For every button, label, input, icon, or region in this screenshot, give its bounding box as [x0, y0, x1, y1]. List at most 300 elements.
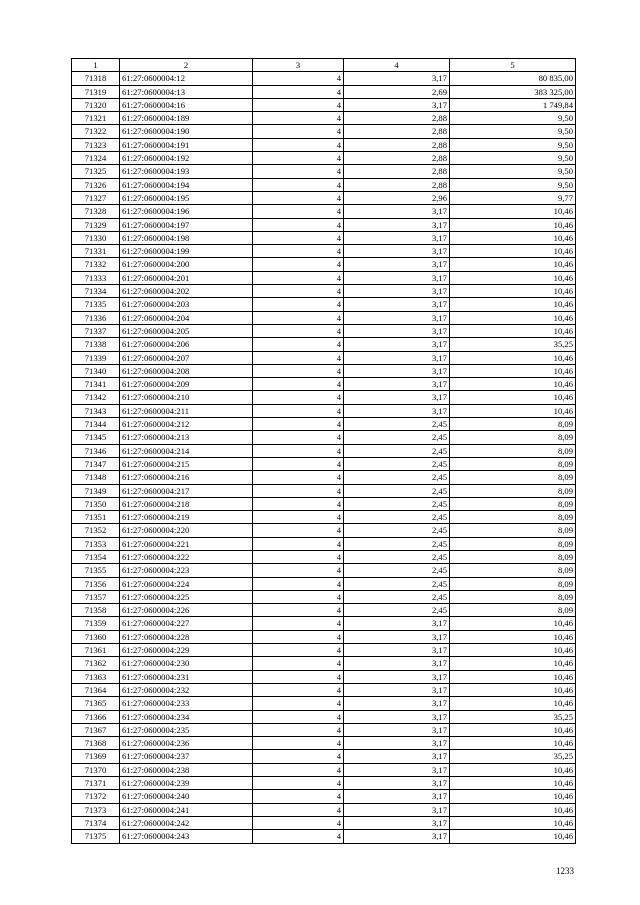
table-cell-col-4: 2,88	[344, 178, 450, 191]
table-row	[72, 364, 576, 377]
table-cell-col-5: 10,46	[450, 790, 576, 803]
table-cell-col-4: 3,17	[344, 750, 450, 763]
table-cell-col-2: 61:27:0600004:201	[120, 271, 253, 284]
table-cell-col-2: 61:27:0600004:16	[120, 98, 253, 111]
table-cell-col-4: 3,17	[344, 670, 450, 683]
table-cell-col-5: 10,46	[450, 324, 576, 337]
table-cell-col-3: 4	[253, 391, 344, 404]
table-row	[72, 537, 576, 550]
table-cell-col-5: 10,46	[450, 763, 576, 776]
table-cell-col-3: 4	[253, 378, 344, 391]
column-header-3: 3	[253, 59, 344, 72]
table-cell-col-2: 61:27:0600004:220	[120, 524, 253, 537]
table-row	[72, 218, 576, 231]
table-cell-col-3: 4	[253, 644, 344, 657]
table-cell-col-5: 8,09	[450, 537, 576, 550]
table-cell-col-1: 71353	[72, 537, 120, 550]
table-cell-col-5: 10,46	[450, 404, 576, 417]
table-cell-col-5: 10,46	[450, 231, 576, 244]
table-cell-col-1: 71359	[72, 617, 120, 630]
table-cell-col-5: 8,09	[450, 604, 576, 617]
table-cell-col-4: 3,17	[344, 657, 450, 670]
page-number: 1233	[556, 866, 574, 876]
table-row	[72, 351, 576, 364]
table-cell-col-5: 10,46	[450, 644, 576, 657]
table-cell-col-1: 71367	[72, 723, 120, 736]
table-cell-col-2: 61:27:0600004:202	[120, 285, 253, 298]
table-cell-col-3: 4	[253, 271, 344, 284]
table-cell-col-3: 4	[253, 444, 344, 457]
table-cell-col-2: 61:27:0600004:207	[120, 351, 253, 364]
table-cell-col-4: 3,17	[344, 72, 450, 85]
table-cell-col-4: 3,17	[344, 271, 450, 284]
table-cell-col-4: 3,17	[344, 404, 450, 417]
table-cell-col-1: 71358	[72, 604, 120, 617]
table-row	[72, 657, 576, 670]
table-cell-col-1: 71351	[72, 511, 120, 524]
table-cell-col-4: 2,45	[344, 457, 450, 470]
table-cell-col-1: 71328	[72, 205, 120, 218]
table-cell-col-1: 71324	[72, 152, 120, 165]
table-cell-col-1: 71345	[72, 431, 120, 444]
table-cell-col-4: 3,17	[344, 245, 450, 258]
table-cell-col-3: 4	[253, 577, 344, 590]
table-cell-col-5: 35,25	[450, 338, 576, 351]
table-cell-col-5: 9,50	[450, 125, 576, 138]
table-cell-col-5: 10,46	[450, 816, 576, 829]
table-cell-col-1: 71370	[72, 763, 120, 776]
table-cell-col-5: 10,46	[450, 351, 576, 364]
table-cell-col-3: 4	[253, 191, 344, 204]
table-cell-col-1: 71368	[72, 737, 120, 750]
table-cell-col-3: 4	[253, 311, 344, 324]
column-header-4: 4	[344, 59, 450, 72]
table-cell-col-4: 2,69	[344, 85, 450, 98]
table-cell-col-4: 3,17	[344, 298, 450, 311]
table-cell-col-5: 10,46	[450, 723, 576, 736]
table-cell-col-5: 10,46	[450, 218, 576, 231]
table-cell-col-5: 10,46	[450, 271, 576, 284]
table-cell-col-2: 61:27:0600004:197	[120, 218, 253, 231]
table-cell-col-5: 9,77	[450, 191, 576, 204]
table-cell-col-5: 383 325,00	[450, 85, 576, 98]
table-cell-col-4: 3,17	[344, 697, 450, 710]
table-cell-col-3: 4	[253, 790, 344, 803]
table-row	[72, 338, 576, 351]
table-cell-col-2: 61:27:0600004:206	[120, 338, 253, 351]
data-table	[71, 58, 576, 844]
table-cell-col-3: 4	[253, 550, 344, 563]
table-cell-col-5: 10,46	[450, 285, 576, 298]
table-cell-col-5: 8,09	[450, 418, 576, 431]
table-cell-col-1: 71344	[72, 418, 120, 431]
table-row	[72, 404, 576, 417]
table-cell-col-1: 71366	[72, 710, 120, 723]
table-row	[72, 191, 576, 204]
table-cell-col-5: 10,46	[450, 737, 576, 750]
table-cell-col-1: 71339	[72, 351, 120, 364]
table-cell-col-2: 61:27:0600004:200	[120, 258, 253, 271]
table-cell-col-5: 8,09	[450, 524, 576, 537]
table-cell-col-2: 61:27:0600004:189	[120, 112, 253, 125]
table-cell-col-2: 61:27:0600004:242	[120, 816, 253, 829]
table-cell-col-4: 3,17	[344, 364, 450, 377]
table-cell-col-5: 10,46	[450, 697, 576, 710]
table-cell-col-2: 61:27:0600004:229	[120, 644, 253, 657]
table-cell-col-3: 4	[253, 511, 344, 524]
table-cell-col-3: 4	[253, 670, 344, 683]
table-row	[72, 617, 576, 630]
table-cell-col-3: 4	[253, 457, 344, 470]
table-cell-col-4: 3,17	[344, 351, 450, 364]
table-row	[72, 683, 576, 696]
table-cell-col-3: 4	[253, 657, 344, 670]
table-cell-col-3: 4	[253, 763, 344, 776]
table-row	[72, 311, 576, 324]
table-row	[72, 298, 576, 311]
table-cell-col-3: 4	[253, 351, 344, 364]
table-cell-col-5: 8,09	[450, 484, 576, 497]
table-cell-col-1: 71362	[72, 657, 120, 670]
table-row	[72, 431, 576, 444]
table-cell-col-3: 4	[253, 816, 344, 829]
table-cell-col-1: 71365	[72, 697, 120, 710]
table-cell-col-2: 61:27:0600004:12	[120, 72, 253, 85]
table-cell-col-4: 2,45	[344, 590, 450, 603]
table-cell-col-3: 4	[253, 72, 344, 85]
table-cell-col-4: 2,45	[344, 497, 450, 510]
table-cell-col-5: 10,46	[450, 683, 576, 696]
table-cell-col-5: 35,25	[450, 710, 576, 723]
table-cell-col-2: 61:27:0600004:219	[120, 511, 253, 524]
table-cell-col-1: 71363	[72, 670, 120, 683]
table-row	[72, 98, 576, 111]
table-cell-col-5: 1 749,84	[450, 98, 576, 111]
column-header-2: 2	[120, 59, 253, 72]
column-header-5: 5	[450, 59, 576, 72]
table-cell-col-4: 3,17	[344, 790, 450, 803]
table-row	[72, 457, 576, 470]
table-cell-col-3: 4	[253, 404, 344, 417]
table-cell-col-2: 61:27:0600004:226	[120, 604, 253, 617]
table-cell-col-2: 61:27:0600004:193	[120, 165, 253, 178]
table-cell-col-5: 9,50	[450, 112, 576, 125]
table-cell-col-5: 10,46	[450, 830, 576, 843]
table-cell-col-5: 10,46	[450, 670, 576, 683]
table-cell-col-3: 4	[253, 737, 344, 750]
table-cell-col-5: 8,09	[450, 550, 576, 563]
table-cell-col-2: 61:27:0600004:190	[120, 125, 253, 138]
table-cell-col-1: 71364	[72, 683, 120, 696]
table-cell-col-1: 71354	[72, 550, 120, 563]
table-cell-col-2: 61:27:0600004:235	[120, 723, 253, 736]
table-cell-col-5: 9,50	[450, 152, 576, 165]
table-row	[72, 85, 576, 98]
table-cell-col-2: 61:27:0600004:212	[120, 418, 253, 431]
table-cell-col-4: 3,17	[344, 763, 450, 776]
table-cell-col-3: 4	[253, 590, 344, 603]
table-cell-col-1: 71327	[72, 191, 120, 204]
table-row	[72, 205, 576, 218]
table-cell-col-5: 8,09	[450, 577, 576, 590]
table-row	[72, 644, 576, 657]
table-cell-col-2: 61:27:0600004:228	[120, 630, 253, 643]
table-cell-col-3: 4	[253, 324, 344, 337]
table-cell-col-2: 61:27:0600004:227	[120, 617, 253, 630]
table-cell-col-5: 9,50	[450, 178, 576, 191]
table-cell-col-4: 2,45	[344, 444, 450, 457]
table-cell-col-5: 10,46	[450, 258, 576, 271]
table-cell-col-4: 3,17	[344, 378, 450, 391]
table-cell-col-1: 71355	[72, 564, 120, 577]
table-cell-col-1: 71337	[72, 324, 120, 337]
table-cell-col-2: 61:27:0600004:215	[120, 457, 253, 470]
table-cell-col-3: 4	[253, 138, 344, 151]
table-cell-col-4: 2,45	[344, 471, 450, 484]
table-cell-col-2: 61:27:0600004:214	[120, 444, 253, 457]
table-cell-col-2: 61:27:0600004:236	[120, 737, 253, 750]
table-cell-col-2: 61:27:0600004:243	[120, 830, 253, 843]
table-cell-col-4: 2,45	[344, 524, 450, 537]
table-cell-col-5: 80 835,00	[450, 72, 576, 85]
table-cell-col-3: 4	[253, 630, 344, 643]
table-cell-col-3: 4	[253, 723, 344, 736]
table-cell-col-1: 71346	[72, 444, 120, 457]
table-cell-col-1: 71336	[72, 311, 120, 324]
table-row	[72, 630, 576, 643]
table-cell-col-3: 4	[253, 231, 344, 244]
table-cell-col-2: 61:27:0600004:216	[120, 471, 253, 484]
table-cell-col-5: 10,46	[450, 364, 576, 377]
table-cell-col-4: 3,17	[344, 737, 450, 750]
table-cell-col-5: 10,46	[450, 298, 576, 311]
table-row	[72, 577, 576, 590]
table-row	[72, 152, 576, 165]
table-cell-col-3: 4	[253, 112, 344, 125]
table-cell-col-2: 61:27:0600004:234	[120, 710, 253, 723]
table-row	[72, 418, 576, 431]
table-row	[72, 497, 576, 510]
table-cell-col-2: 61:27:0600004:230	[120, 657, 253, 670]
table-cell-col-3: 4	[253, 418, 344, 431]
table-cell-col-3: 4	[253, 298, 344, 311]
table-cell-col-2: 61:27:0600004:237	[120, 750, 253, 763]
table-row	[72, 471, 576, 484]
table-cell-col-5: 8,09	[450, 564, 576, 577]
table-cell-col-1: 71323	[72, 138, 120, 151]
table-cell-col-2: 61:27:0600004:211	[120, 404, 253, 417]
table-cell-col-4: 2,45	[344, 564, 450, 577]
table-cell-col-1: 71372	[72, 790, 120, 803]
table-cell-col-3: 4	[253, 697, 344, 710]
table-row	[72, 737, 576, 750]
table-cell-col-3: 4	[253, 803, 344, 816]
table-row	[72, 378, 576, 391]
table-row	[72, 72, 576, 85]
table-cell-col-2: 61:27:0600004:194	[120, 178, 253, 191]
table-cell-col-4: 3,17	[344, 205, 450, 218]
table-cell-col-5: 35,25	[450, 750, 576, 763]
table-cell-col-2: 61:27:0600004:221	[120, 537, 253, 550]
table-row	[72, 750, 576, 763]
table-row	[72, 524, 576, 537]
table-cell-col-5: 10,46	[450, 630, 576, 643]
table-cell-col-3: 4	[253, 165, 344, 178]
table-cell-col-5: 10,46	[450, 245, 576, 258]
table-cell-col-3: 4	[253, 218, 344, 231]
table-cell-col-1: 71352	[72, 524, 120, 537]
table-cell-col-1: 71319	[72, 85, 120, 98]
table-cell-col-4: 3,17	[344, 723, 450, 736]
table-cell-col-1: 71342	[72, 391, 120, 404]
table-cell-col-1: 71369	[72, 750, 120, 763]
table-cell-col-4: 2,96	[344, 191, 450, 204]
column-header-1: 1	[72, 59, 120, 72]
table-cell-col-3: 4	[253, 285, 344, 298]
table-cell-col-3: 4	[253, 484, 344, 497]
table-cell-col-3: 4	[253, 683, 344, 696]
table-cell-col-4: 2,45	[344, 550, 450, 563]
table-cell-col-2: 61:27:0600004:218	[120, 497, 253, 510]
table-row	[72, 830, 576, 843]
table-cell-col-1: 71373	[72, 803, 120, 816]
table-cell-col-3: 4	[253, 710, 344, 723]
table-cell-col-3: 4	[253, 830, 344, 843]
table-cell-col-2: 61:27:0600004:210	[120, 391, 253, 404]
table-cell-col-4: 2,45	[344, 484, 450, 497]
table-cell-col-2: 61:27:0600004:240	[120, 790, 253, 803]
table-cell-col-1: 71340	[72, 364, 120, 377]
table-cell-col-4: 2,45	[344, 431, 450, 444]
table-row	[72, 245, 576, 258]
table-cell-col-1: 71331	[72, 245, 120, 258]
table-cell-col-2: 61:27:0600004:205	[120, 324, 253, 337]
table-row	[72, 271, 576, 284]
table-cell-col-3: 4	[253, 152, 344, 165]
table-cell-col-1: 71318	[72, 72, 120, 85]
table-cell-col-4: 3,17	[344, 285, 450, 298]
table-cell-col-2: 61:27:0600004:239	[120, 777, 253, 790]
table-cell-col-4: 3,17	[344, 617, 450, 630]
table-cell-col-4: 3,17	[344, 803, 450, 816]
table-cell-col-4: 2,45	[344, 604, 450, 617]
table-cell-col-3: 4	[253, 471, 344, 484]
table-cell-col-2: 61:27:0600004:238	[120, 763, 253, 776]
table-cell-col-1: 71330	[72, 231, 120, 244]
table-cell-col-3: 4	[253, 617, 344, 630]
table-row	[72, 803, 576, 816]
table-row	[72, 790, 576, 803]
table-cell-col-3: 4	[253, 258, 344, 271]
table-cell-col-5: 8,09	[450, 444, 576, 457]
table-row	[72, 816, 576, 829]
table-row	[72, 710, 576, 723]
table-row	[72, 285, 576, 298]
table-cell-col-4: 3,17	[344, 644, 450, 657]
table-cell-col-3: 4	[253, 604, 344, 617]
table-cell-col-2: 61:27:0600004:198	[120, 231, 253, 244]
table-cell-col-2: 61:27:0600004:222	[120, 550, 253, 563]
table-cell-col-2: 61:27:0600004:208	[120, 364, 253, 377]
table-cell-col-1: 71341	[72, 378, 120, 391]
table-cell-col-3: 4	[253, 524, 344, 537]
table-cell-col-1: 71329	[72, 218, 120, 231]
table-cell-col-3: 4	[253, 431, 344, 444]
table-cell-col-1: 71357	[72, 590, 120, 603]
table-cell-col-5: 10,46	[450, 617, 576, 630]
table-cell-col-4: 3,17	[344, 311, 450, 324]
table-cell-col-5: 8,09	[450, 431, 576, 444]
table-cell-col-3: 4	[253, 497, 344, 510]
table-row	[72, 697, 576, 710]
table-row	[72, 484, 576, 497]
table-cell-col-4: 2,88	[344, 165, 450, 178]
table-row	[72, 112, 576, 125]
table-cell-col-5: 10,46	[450, 205, 576, 218]
table-row	[72, 178, 576, 191]
table-cell-col-3: 4	[253, 777, 344, 790]
table-row	[72, 138, 576, 151]
table-cell-col-2: 61:27:0600004:232	[120, 683, 253, 696]
table-cell-col-2: 61:27:0600004:224	[120, 577, 253, 590]
table-cell-col-1: 71356	[72, 577, 120, 590]
table-cell-col-5: 10,46	[450, 657, 576, 670]
table-cell-col-4: 3,17	[344, 683, 450, 696]
table-row	[72, 550, 576, 563]
table-cell-col-1: 71320	[72, 98, 120, 111]
table-cell-col-4: 3,17	[344, 830, 450, 843]
table-cell-col-3: 4	[253, 85, 344, 98]
table-cell-col-1: 71322	[72, 125, 120, 138]
table-body	[72, 72, 576, 843]
table-cell-col-4: 3,17	[344, 777, 450, 790]
table-cell-col-2: 61:27:0600004:13	[120, 85, 253, 98]
table-cell-col-2: 61:27:0600004:225	[120, 590, 253, 603]
table-cell-col-4: 2,88	[344, 125, 450, 138]
table-cell-col-4: 2,45	[344, 537, 450, 550]
table-cell-col-3: 4	[253, 125, 344, 138]
table-cell-col-5: 9,50	[450, 138, 576, 151]
table-cell-col-4: 3,17	[344, 391, 450, 404]
table-cell-col-2: 61:27:0600004:213	[120, 431, 253, 444]
table-cell-col-2: 61:27:0600004:192	[120, 152, 253, 165]
table-row	[72, 391, 576, 404]
table-cell-col-4: 2,88	[344, 138, 450, 151]
table-cell-col-5: 10,46	[450, 803, 576, 816]
table-row	[72, 258, 576, 271]
table-cell-col-4: 3,17	[344, 324, 450, 337]
table-cell-col-5: 8,09	[450, 590, 576, 603]
table-cell-col-4: 2,45	[344, 418, 450, 431]
table-cell-col-4: 3,17	[344, 98, 450, 111]
table-cell-col-4: 3,17	[344, 630, 450, 643]
table-cell-col-1: 71326	[72, 178, 120, 191]
table-cell-col-1: 71361	[72, 644, 120, 657]
table-cell-col-1: 71374	[72, 816, 120, 829]
table-cell-col-1: 71332	[72, 258, 120, 271]
table-row	[72, 324, 576, 337]
table-cell-col-1: 71325	[72, 165, 120, 178]
table-row	[72, 670, 576, 683]
table-cell-col-3: 4	[253, 178, 344, 191]
table-cell-col-2: 61:27:0600004:204	[120, 311, 253, 324]
table-cell-col-4: 2,88	[344, 112, 450, 125]
table-cell-col-4: 2,45	[344, 577, 450, 590]
table-cell-col-1: 71349	[72, 484, 120, 497]
table-cell-col-1: 71360	[72, 630, 120, 643]
table-cell-col-1: 71371	[72, 777, 120, 790]
table-cell-col-5: 8,09	[450, 511, 576, 524]
